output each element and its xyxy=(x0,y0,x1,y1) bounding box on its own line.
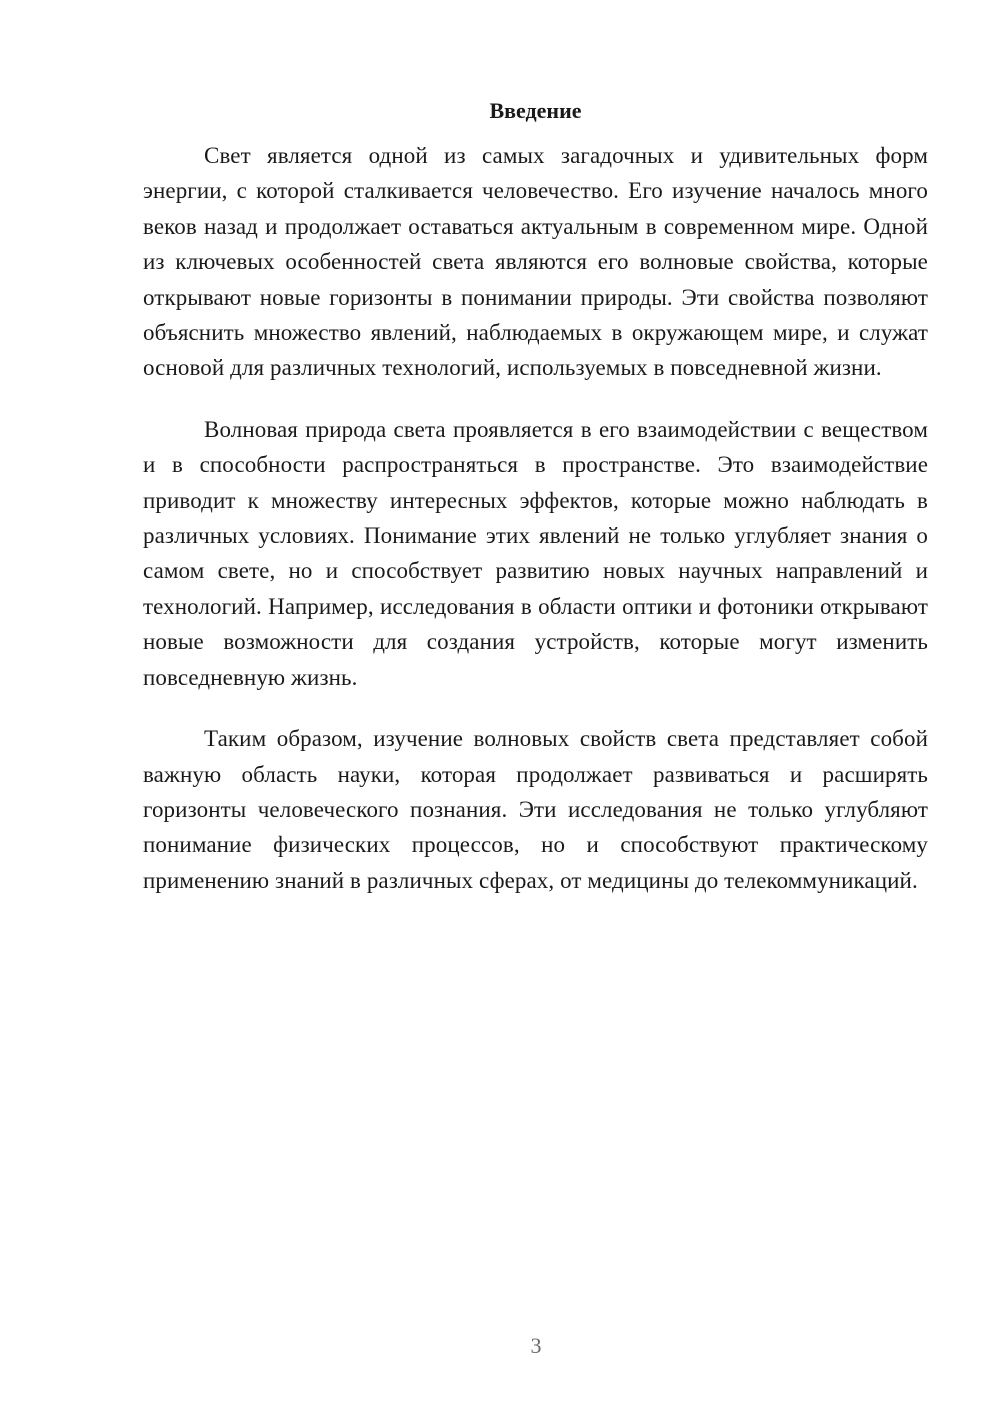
section-heading: Введение xyxy=(489,98,582,123)
paragraph-1: Свет является одной из самых загадочных и удивительных форм энергии, с которой сталкивается человечество. Его изучение началось много веков назад и продолжает оставаться актуальным в современном мире. Одной из ключевых особенностей света являются его волновые свойства, которые открывают новые горизонты в понимании природы. Эти свойства позволяют объяснить множество явлений, наблюдаемых в окружающем мире, и служат основой для различных технологий, используемых в повседневной жизни. xyxy=(143,143,928,381)
paragraph-2: Волновая природа света проявляется в его взаимодействии с веществом и в способности распространяться в пространстве. Это взаимодействие приводит к множеству интересных эффектов, которые можно наблюдать в различных условиях. Понимание этих явлений не только углубляет знания о самом свете, но и способствует развитию новых научных направлений и технологий. Например, исследования в области оптики и фотоники открывают новые возможности для создания устройств, которые могут изменить повседневную жизнь. xyxy=(143,416,928,690)
paragraph-3: Таким образом, изучение волновых свойств света представляет собой важную область науки, которая продолжает развиваться и расширять горизонты человеческого познания. Эти исследования не только углубляют понимание физических процессов, но и способствуют практическому применению знаний в различных сферах, от медицины до телекоммуникаций. xyxy=(143,726,928,893)
page-content xyxy=(143,96,928,924)
page-number: 3 xyxy=(530,1333,542,1358)
